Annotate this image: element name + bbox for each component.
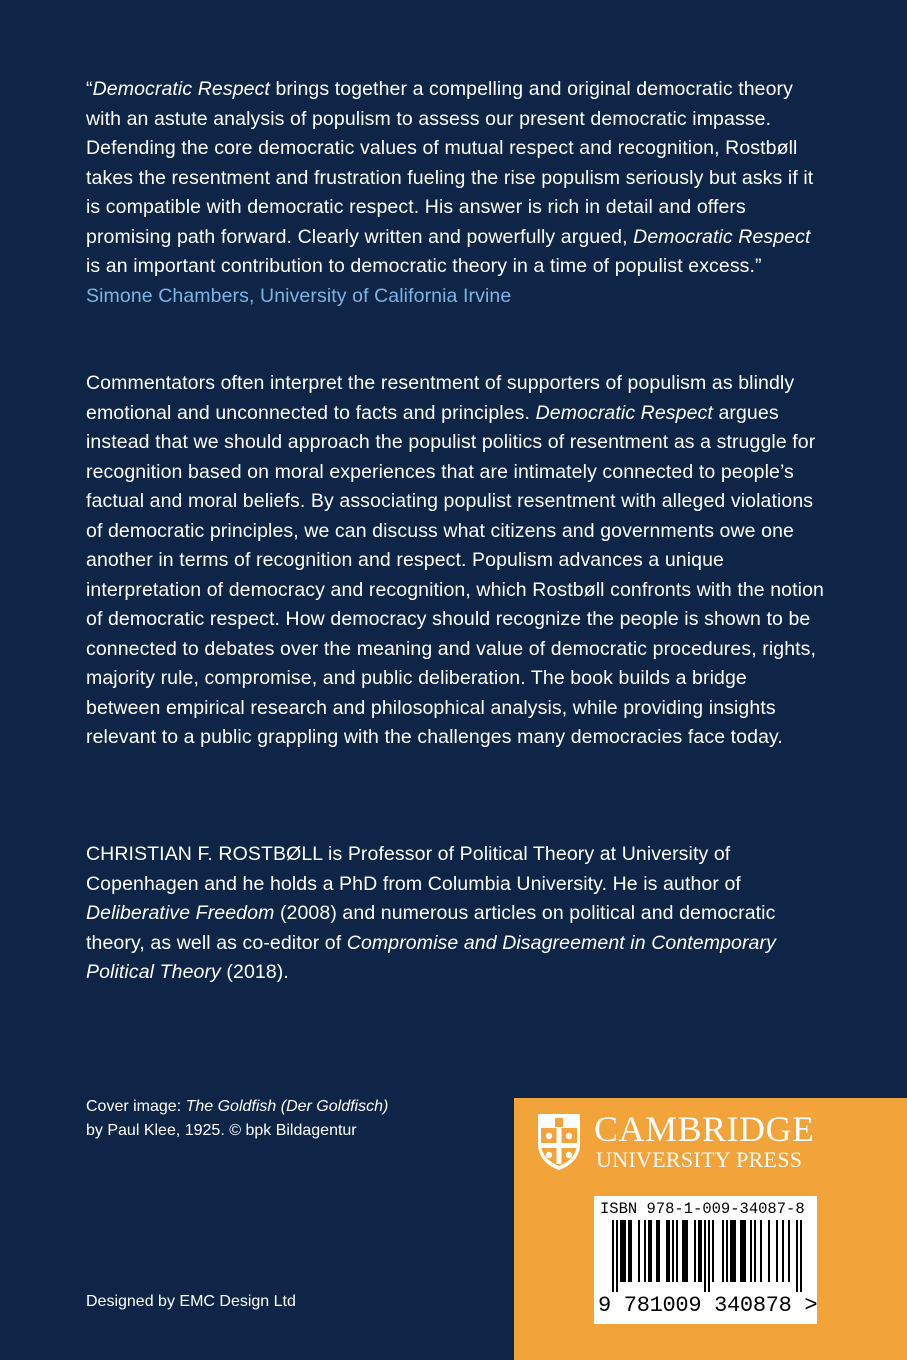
barcode-bar [612,1220,614,1292]
barcode-bar [698,1220,700,1282]
cover-credits [86,1095,388,1143]
text-span: (2018). [220,961,289,983]
barcode-bar [754,1220,756,1282]
barcode-bar [732,1220,734,1282]
text-span: “ [86,78,93,100]
barcode-bar [630,1220,632,1282]
barcode-bar [620,1220,622,1282]
quote-text [86,75,826,282]
barcode-bar [722,1220,724,1282]
barcode-bar [782,1220,784,1282]
barcode-bars [600,1220,811,1294]
barcode-bar [644,1220,646,1282]
text-span: brings together a compelling and original democratic theory with an astute analysis of populism to assess our present democratic impasse. Defending the core democratic values of mutual respect and recognition, Rostbøll takes the resentment and frustration fueling the rise populism seriously but asks if it is compatible with democratic respect. His answer is rich in detail and offers promising path forward. Clearly written and powerfully argued, [86,78,814,248]
text-span: argues instead that we should approach the populist politics of resentment as a struggle for recognition based on moral experiences that are intimately connected to people’s factual and moral beliefs. By associating populist resentment with alleged violations of democratic principles, we can discuss what citizens and governments owe one another in terms of recognition and respect. Populism advances a unique interpretation of democracy and recognition, which Rostbøll confronts with the notion of democratic respect. How democracy should recognize the people is shown to be connected to debates over the meaning and value of democratic procedures, rights, majority rule, compromise, and public deliberation. The book builds a bridge between empirical research and philosophical analysis, while providing insights relevant to a public grappling with the challenges many democracies face today. [86,401,824,748]
barcode-bar [734,1220,736,1282]
barcode-bar [648,1220,650,1282]
barcode-bar [726,1220,728,1282]
barcode-bar [656,1220,658,1282]
barcode-bar [672,1220,674,1282]
description-text [86,369,826,753]
barcode-bar [686,1220,688,1282]
barcode-bar [616,1220,618,1292]
barcode-bar [744,1220,746,1282]
text-span: (2008) and numerous articles on political and democratic theory, as well as co-editor of [86,902,776,954]
barcode-bar [628,1220,630,1282]
designer-credit: Designed by EMC Design Ltd [86,1293,296,1310]
barcode-bar [682,1220,684,1282]
book-description [86,369,826,753]
italic-text: Democratic Respect [92,78,270,100]
barcode-bar [776,1220,778,1282]
publisher-subtitle: UNIVERSITY PRESS [596,1147,803,1172]
cover-image-line [86,1095,388,1119]
cover-image-title: The Goldfish (Der Goldfisch) [185,1098,389,1115]
endorsement-quote [86,75,826,311]
barcode-bar [684,1220,686,1282]
barcode-bar [788,1220,790,1282]
italic-text: Democratic Respect [535,401,713,424]
barcode-bar [694,1220,696,1282]
barcode-bar [708,1220,710,1292]
barcode-bar [700,1220,702,1282]
barcode-bar [668,1220,670,1282]
barcode-bar [666,1220,668,1282]
barcode-digits: 9 781009 340878 > [598,1293,818,1318]
university-crest-icon [536,1112,582,1172]
author-bio-text [86,840,826,988]
barcode-bar [704,1220,706,1292]
cover-image-details: by Paul Klee, 1925. © bpk Bildagentur [86,1122,357,1139]
barcode-bar [638,1220,640,1282]
barcode-bar [800,1220,802,1292]
isbn-label: ISBN 978-1-009-34087-8 [600,1200,805,1218]
barcode-bar [796,1220,798,1292]
text-span: Commentators often interpret the resentment of supporters of populism as blindly emotional and unconnected to facts and principles. [86,372,795,424]
barcode-bar [730,1220,732,1282]
text-span: CHRISTIAN F. ROSTBØLL is Professor of Political Theory at University of Copenhagen and he holds a PhD from Columbia University. He is author of [86,843,741,895]
barcode-bar [624,1220,626,1282]
barcode-bar [768,1220,770,1282]
barcode-bar [650,1220,652,1282]
italic-text: Democratic Respect [633,225,811,248]
cover-image-prefix: Cover image: [86,1098,186,1115]
barcode-bar [750,1220,752,1282]
quote-attribution: Simone Chambers, University of California Irvine [86,284,512,307]
barcode-bar [676,1220,678,1282]
barcode-bar [742,1220,744,1282]
text-span: is an important contribution to democratic theory in a time of populist excess.” [86,255,762,277]
barcode-bar [740,1220,742,1282]
publisher-panel [514,1098,907,1360]
italic-text: Deliberative Freedom [86,902,275,924]
author-bio [86,840,826,988]
publisher-name: CAMBRIDGE [594,1109,815,1149]
barcode-bar [622,1220,624,1282]
barcode-bar [760,1220,762,1282]
italic-text: Compromise and Disagreement in Contemporary Political Theory [86,931,776,983]
barcode-bar [658,1220,660,1282]
barcode [594,1196,817,1324]
barcode-bar [712,1220,714,1282]
